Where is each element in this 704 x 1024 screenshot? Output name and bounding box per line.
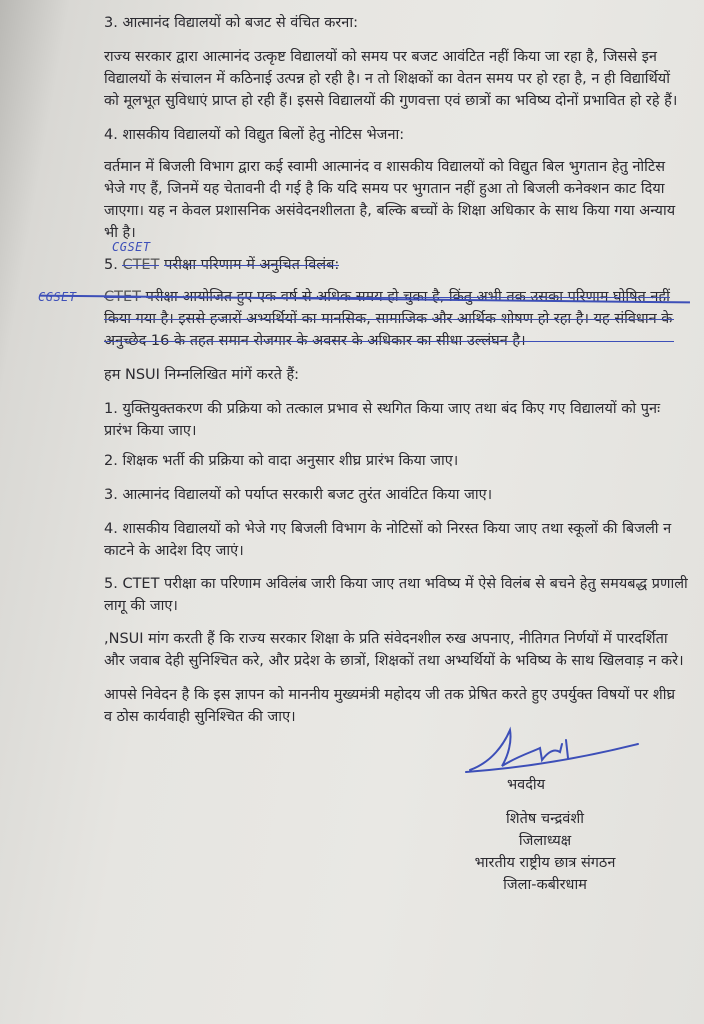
signatory-designation: जिलाध्यक्ष (518, 833, 572, 849)
section-3-line: राज्य सरकार द्वारा आत्मानंद उत्कृष्ट विद्यालयों को समय पर बजट आवंटित नहीं किया जा रहा है, जिससे इन (104, 49, 657, 65)
section-4-line: भी है। (104, 225, 136, 241)
section-3-line: विद्यालयों के संचालन में कठिनाई उत्पन्न हो रही है। न तो शिक्षकों का वेतन समय पर हो रहा है, न ही विद्यार्थियों (104, 71, 670, 87)
demand-line: 1. युक्तियुक्तकरण की प्रक्रिया को तत्काल प्रभाव से स्थगित किया जाए तथा बंद किए गए विद्यालयों को पुनः (104, 401, 660, 417)
handwritten-annotation-top: CGSET (112, 240, 151, 254)
section-5-line-1-text: परीक्षा आयोजित हुए एक वर्ष से अधिक समय हो चुका है, किंतु अभी तक उसका परिणाम घोषित नहीं (145, 289, 670, 305)
signatory-district: जिला-कबीरधाम (503, 877, 587, 893)
demand-line: 5. CTET परीक्षा का परिणाम अविलंब जारी किया जाए तथा भविष्य में ऐसे विलंब से बचने हेतु समयबद्ध प्रणाली (104, 576, 688, 592)
signatory-organization: भारतीय राष्ट्रीय छात्र संगठन (474, 855, 616, 871)
section-3-body (104, 46, 678, 112)
demand-3: 3. आत्मानंद विद्यालयों को पर्याप्त सरकारी बजट तुरंत आवंटित किया जाए। (104, 487, 493, 503)
section-4-line: जाएगा। यह न केवल प्रशासनिक असंवेदनशीलता है, बल्कि बच्चों के शिक्षा अधिकार के साथ किया गया अन्याय (104, 203, 676, 219)
section-3-heading: 3. आत्मानंद विद्यालयों को बजट से वंचित करना: (104, 15, 358, 31)
closing-line: व ठोस कार्यवाही सुनिश्चित की जाए। (104, 709, 296, 725)
demand-line: काटने के आदेश दिए जाएं। (104, 543, 244, 559)
section-4-heading: 4. शासकीय विद्यालयों को विद्युत बिलों हेतु नोटिस भेजना: (104, 127, 405, 143)
handwritten-annotation-left: CGSET (38, 290, 77, 304)
demand-line: लागू की जाए। (104, 598, 178, 614)
demand-4 (104, 518, 674, 562)
struck-word: CTET (104, 289, 142, 305)
section-5-heading (104, 254, 339, 276)
demand-1 (104, 398, 674, 442)
section-5-line: अनुच्छेद 16 के तहत समान रोजगार के अवसर के अधिकार का सीधा उल्लंघन है। (104, 330, 674, 352)
section-5-line: किया गया है। इससे हजारों अभ्यर्थियों का मानसिक, सामाजिक और आर्थिक शोषण हो रहा है। यह संविधान के (104, 308, 674, 330)
valediction: भवदीय (506, 777, 546, 793)
section-5-number: 5. (104, 257, 118, 273)
demand-5 (104, 573, 688, 617)
closing-paragraph-1 (104, 628, 684, 672)
section-5-heading-text: परीक्षा परिणाम में अनुचित विलंब: (164, 257, 340, 273)
struck-word: CTET (122, 257, 160, 273)
signatory-name: शितेष चन्द्रवंशी (506, 811, 584, 827)
demands-intro: हम NSUI निम्नलिखित मांगें करते हैं: (104, 367, 300, 383)
section-3-line: को मूलभूत सुविधाएं प्राप्त हो रही हैं। इससे विद्यालयों की गुणवत्ता एवं छात्रों का भविष्य दोनों प्रभावित हो रहे हैं। (104, 93, 678, 109)
section-4-line: भेजे गए हैं, जिनमें यह चेतावनी दी गई है कि यदि समय पर भुगतान नहीं हुआ तो बिजली कनेक्शन काट दिया (104, 181, 665, 197)
section-4-body (104, 156, 674, 244)
demand-line: 4. शासकीय विद्यालयों को भेजे गए बिजली विभाग के नोटिसों को निरस्त किया जाए तथा स्कूलों की बिजली न (104, 521, 672, 537)
demand-2: 2. शिक्षक भर्ती की प्रक्रिया को वादा अनुसार शीघ्र प्रारंभ किया जाए। (104, 453, 459, 469)
signatory-block (470, 808, 620, 896)
closing-line: और जवाब देही सुनिश्चित करे, और प्रदेश के छात्रों, शिक्षकों तथा अभ्यर्थियों के भविष्य के साथ खिलवाड़ न करे। (104, 653, 684, 669)
closing-line: ,NSUI मांग करती हैं कि राज्य सरकार शिक्षा के प्रति संवेदनशील रुख अपनाए, नीतिगत निर्णयों में पारदर्शिता (104, 631, 668, 647)
section-4-line: वर्तमान में बिजली विभाग द्वारा कई स्वामी आत्मानंद व शासकीय विद्यालयों को विद्युत बिल भुगतान हेतु नोटिस (104, 159, 666, 175)
handwritten-signature (462, 722, 642, 778)
closing-line: आपसे निवेदन है कि इस ज्ञापन को माननीय मुख्यमंत्री महोदय जी तक प्रेषित करते हुए उपर्युक्त विषयों पर शीघ्र (104, 687, 676, 703)
demand-line: प्रारंभ किया जाए। (104, 423, 197, 439)
